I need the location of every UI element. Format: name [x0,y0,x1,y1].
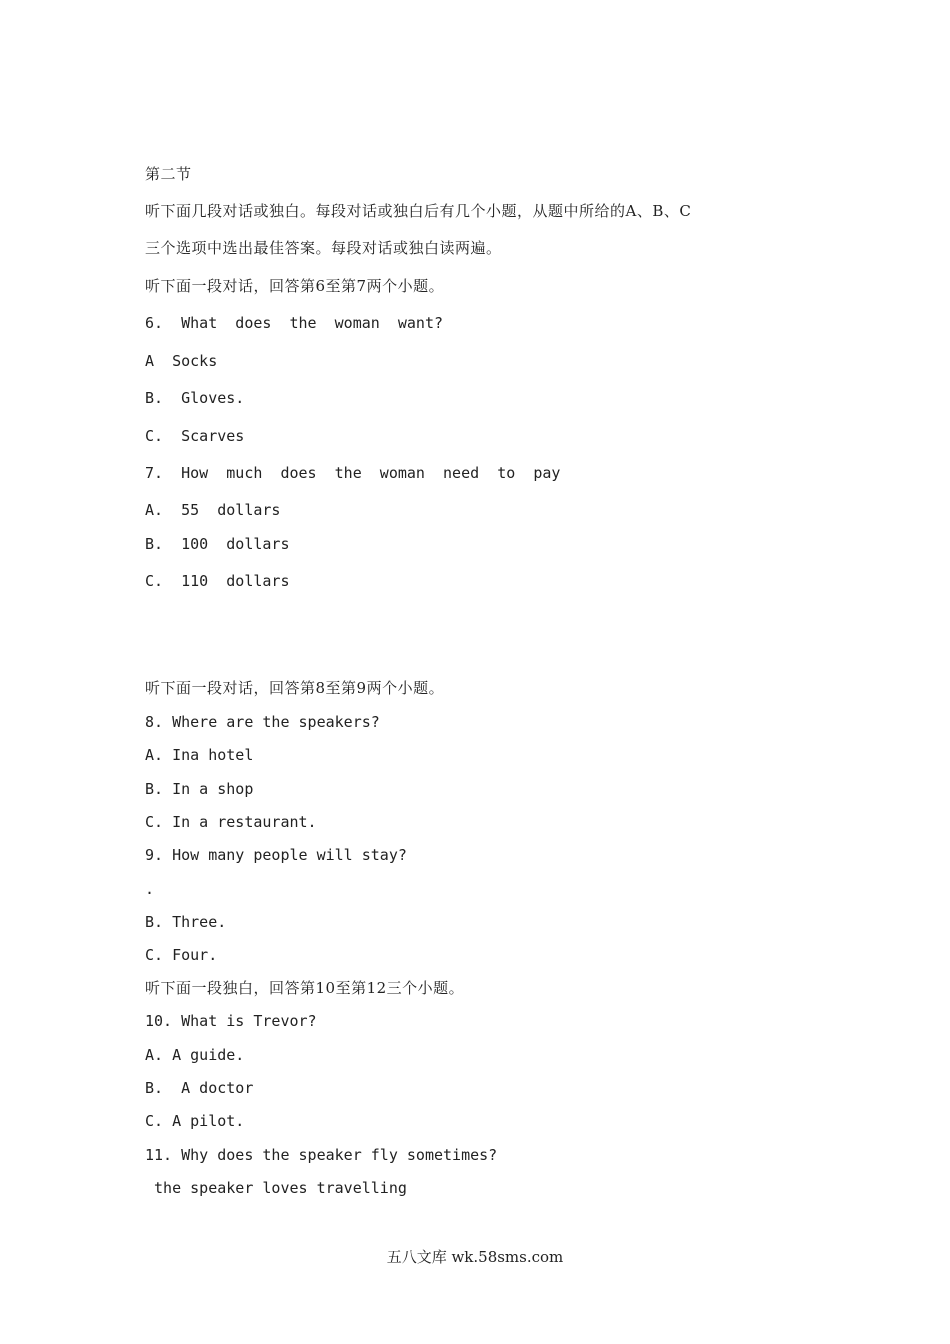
question-11: 11. Why does the speaker fly sometimes? [145,1146,498,1164]
question-8-option-b: B. In a shop [145,780,254,798]
question-10-option-a: A. A guide. [145,1046,245,1064]
instructions-line-2: 三个选项中选出最佳答案。每段对话或独白读两遍。 [145,239,502,257]
question-7-option-b: B. 100 dollars [145,535,290,553]
question-9-option-c: C. Four. [145,946,218,964]
question-8-option-c: C. In a restaurant. [145,813,317,831]
footer-watermark: 五八文库 wk.58sms.com [386,1248,564,1266]
question-10-option-c: C. A pilot. [145,1112,245,1130]
question-11-option-a: the speaker loves travelling [145,1179,407,1197]
group3-intro: 听下面一段独白，回答第10至第12三个小题。 [145,979,465,997]
question-7-option-a: A. 55 dollars [145,501,281,519]
question-7: 7. How much does the woman need to pay [145,464,561,482]
question-9-option-a: . [145,880,155,898]
question-9-option-b: B. Three. [145,913,227,931]
question-6: 6. What does the woman want? [145,314,444,332]
instructions-line-1: 听下面几段对话或独白。每段对话或独白后有几个小题，从题中所给的A、B、C [145,202,692,220]
question-10-option-b: B. A doctor [145,1079,254,1097]
section-title: 第二节 [145,165,192,183]
question-6-option-a: A Socks [145,352,218,370]
group2-intro: 听下面一段对话，回答第8至第9两个小题。 [145,679,445,697]
question-8-option-a: A. Ina hotel [145,746,254,764]
question-10: 10. What is Trevor? [145,1012,317,1030]
question-6-option-b: B. Gloves. [145,389,245,407]
question-7-option-c: C. 110 dollars [145,572,290,590]
question-9: 9. How many people will stay? [145,846,407,864]
group1-intro: 听下面一段对话，回答第6至第7两个小题。 [145,277,445,295]
question-8: 8. Where are the speakers? [145,713,380,731]
question-6-option-c: C. Scarves [145,427,245,445]
